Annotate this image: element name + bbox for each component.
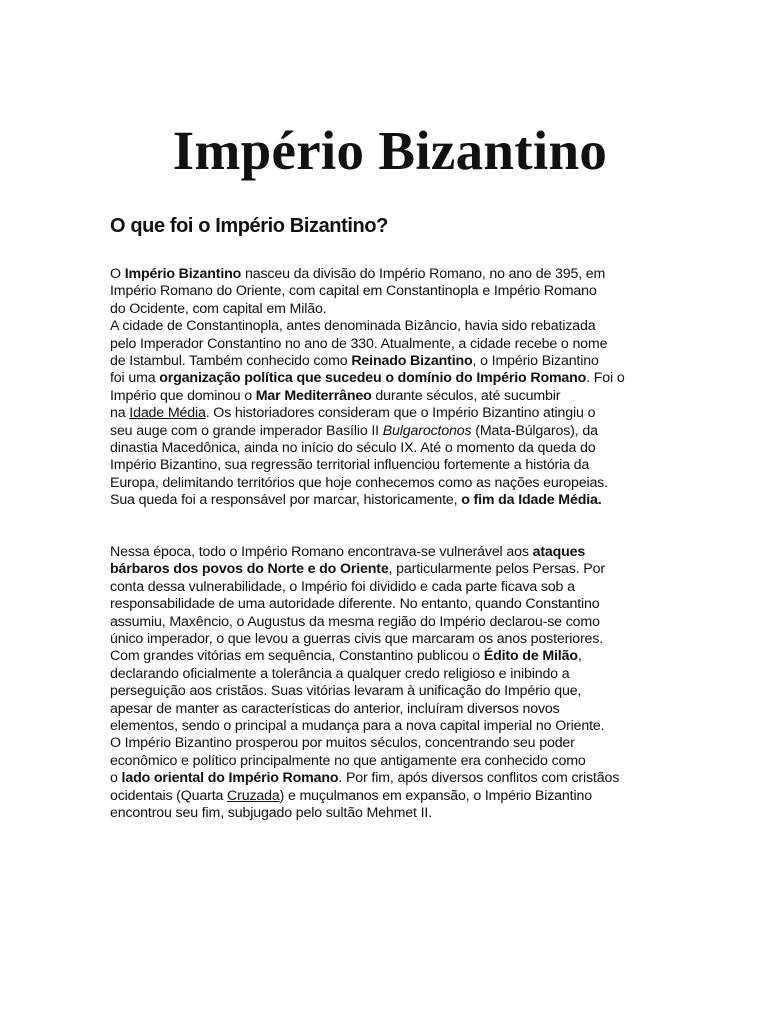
text-span: . Foi o — [586, 370, 625, 387]
text-line — [110, 370, 670, 387]
text-span: (Mata-Búlgaros), da — [471, 422, 598, 439]
text-line: conta dessa vulnerabilidade, o Império foi dividido e cada parte ficava sob a — [110, 578, 575, 595]
text-line — [110, 405, 670, 422]
text-line: pelo Imperador Constantino no ano de 330. Atualmente, a cidade recebe o nome — [110, 335, 608, 352]
cruzada-link[interactable]: Cruzada — [227, 787, 280, 804]
text-line — [110, 353, 670, 370]
text-line — [110, 492, 670, 509]
text-line: do Ocidente, com capital em Milão. — [110, 300, 327, 317]
bold-text: Reinado Bizantino — [351, 353, 473, 370]
text-span: ocidentais (Quarta — [110, 787, 228, 804]
text-line — [110, 388, 670, 405]
bold-text: Édito de Milão — [483, 648, 578, 665]
text-span: Império que dominou o — [110, 387, 256, 404]
text-span: durante séculos, até sucumbir — [371, 387, 561, 404]
text-line: responsabilidade de uma autoridade diferente. No entanto, quando Constantino — [110, 596, 600, 613]
text-line — [110, 788, 670, 805]
text-line: dinastia Macedônica, ainda no início do século IX. Até o momento da queda do — [110, 440, 596, 457]
text-line: Império Bizantino, sua regressão territorial influenciou fortemente a história da — [110, 457, 590, 474]
text-span: o — [110, 770, 122, 787]
text-line: O Império Bizantino prosperou por muitos séculos, concentrando seu poder — [110, 735, 575, 752]
text-line: Europa, delimitando territórios que hoje conhecemos como as nações europeias. — [110, 474, 608, 491]
text-span: . Os historiadores consideram que o Império Bizantino atingiu o — [205, 405, 596, 422]
paragraph-history — [110, 544, 670, 823]
text-span: O — [110, 266, 125, 282]
bold-text: ataques — [532, 544, 586, 560]
text-line: assumiu, Maxêncio, o Augustus da mesma região do Império declarou-se como — [110, 613, 600, 630]
bold-text: o fim da Idade Média. — [461, 492, 602, 509]
text-span: ) e muçulmanos em expansão, o Império Bizantino — [279, 787, 592, 804]
text-span: foi uma — [110, 370, 160, 387]
text-line: econômico e político principalmente no que antigamente era conhecido como — [110, 752, 586, 769]
text-line: perseguição aos cristãos. Suas vitórias levaram à unificação do Império que, — [110, 683, 582, 700]
italic-text: Bulgaroctonos — [382, 422, 472, 439]
text-span: na — [110, 405, 130, 422]
text-span: nasceu da divisão do Império Romano, no ano de 395, em — [241, 266, 606, 282]
text-span: Sua queda foi a responsável por marcar, historicamente, — [110, 492, 462, 509]
section-heading: O que foi o Império Bizantino? — [110, 215, 388, 237]
text-line: único imperador, o que levou a guerras civis que marcaram os anos posteriores. — [110, 631, 604, 648]
text-line: A cidade de Constantinopla, antes denominada Bizâncio, havia sido rebatizada — [110, 318, 596, 335]
paragraph-intro — [110, 266, 670, 510]
text-line — [110, 561, 670, 578]
bold-text: organização política que sucedeu o domínio do Império Romano — [159, 370, 587, 387]
text-line: elementos, sendo o principal a mudança para a nova capital imperial no Oriente. — [110, 718, 605, 735]
text-line: declarando oficialmente a tolerância a qualquer credo religioso e inibindo a — [110, 665, 570, 682]
text-span: , — [577, 648, 582, 665]
text-span: Com grandes vitórias em sequência, Constantino publicou o — [110, 648, 484, 665]
bold-text: bárbaros dos povos do Norte e do Oriente — [110, 561, 389, 578]
text-span: de Istambul. Também conhecido como — [110, 353, 352, 370]
text-line: apesar de manter as características do anterior, incluíram diversos novos — [110, 700, 560, 717]
bold-text: Mar Mediterrâneo — [255, 387, 372, 404]
text-span: , o Império Bizantino — [472, 353, 599, 370]
text-line — [110, 648, 670, 665]
text-line: Império Romano do Oriente, com capital em Constantinopla e Império Romano — [110, 283, 597, 300]
text-line — [110, 544, 670, 561]
text-span: , particularmente pelos Persas. Por — [388, 561, 605, 578]
idade-media-link[interactable]: Idade Média — [129, 405, 206, 422]
bold-text: lado oriental do Império Romano — [121, 770, 339, 787]
bold-text: Império Bizantino — [124, 266, 242, 282]
text-line — [110, 423, 670, 440]
text-span: . Por fim, após diversos conflitos com cristãos — [338, 770, 620, 787]
page-title: Império Bizantino — [172, 120, 608, 181]
text-line: encontrou seu fim, subjugado pelo sultão Mehmet II. — [110, 805, 433, 822]
text-span: Nessa época, todo o Império Romano encontrava-se vulnerável aos — [110, 544, 533, 560]
text-line — [110, 770, 670, 787]
text-line — [110, 266, 670, 283]
text-span: seu auge com o grande imperador Basílio II — [110, 422, 383, 439]
